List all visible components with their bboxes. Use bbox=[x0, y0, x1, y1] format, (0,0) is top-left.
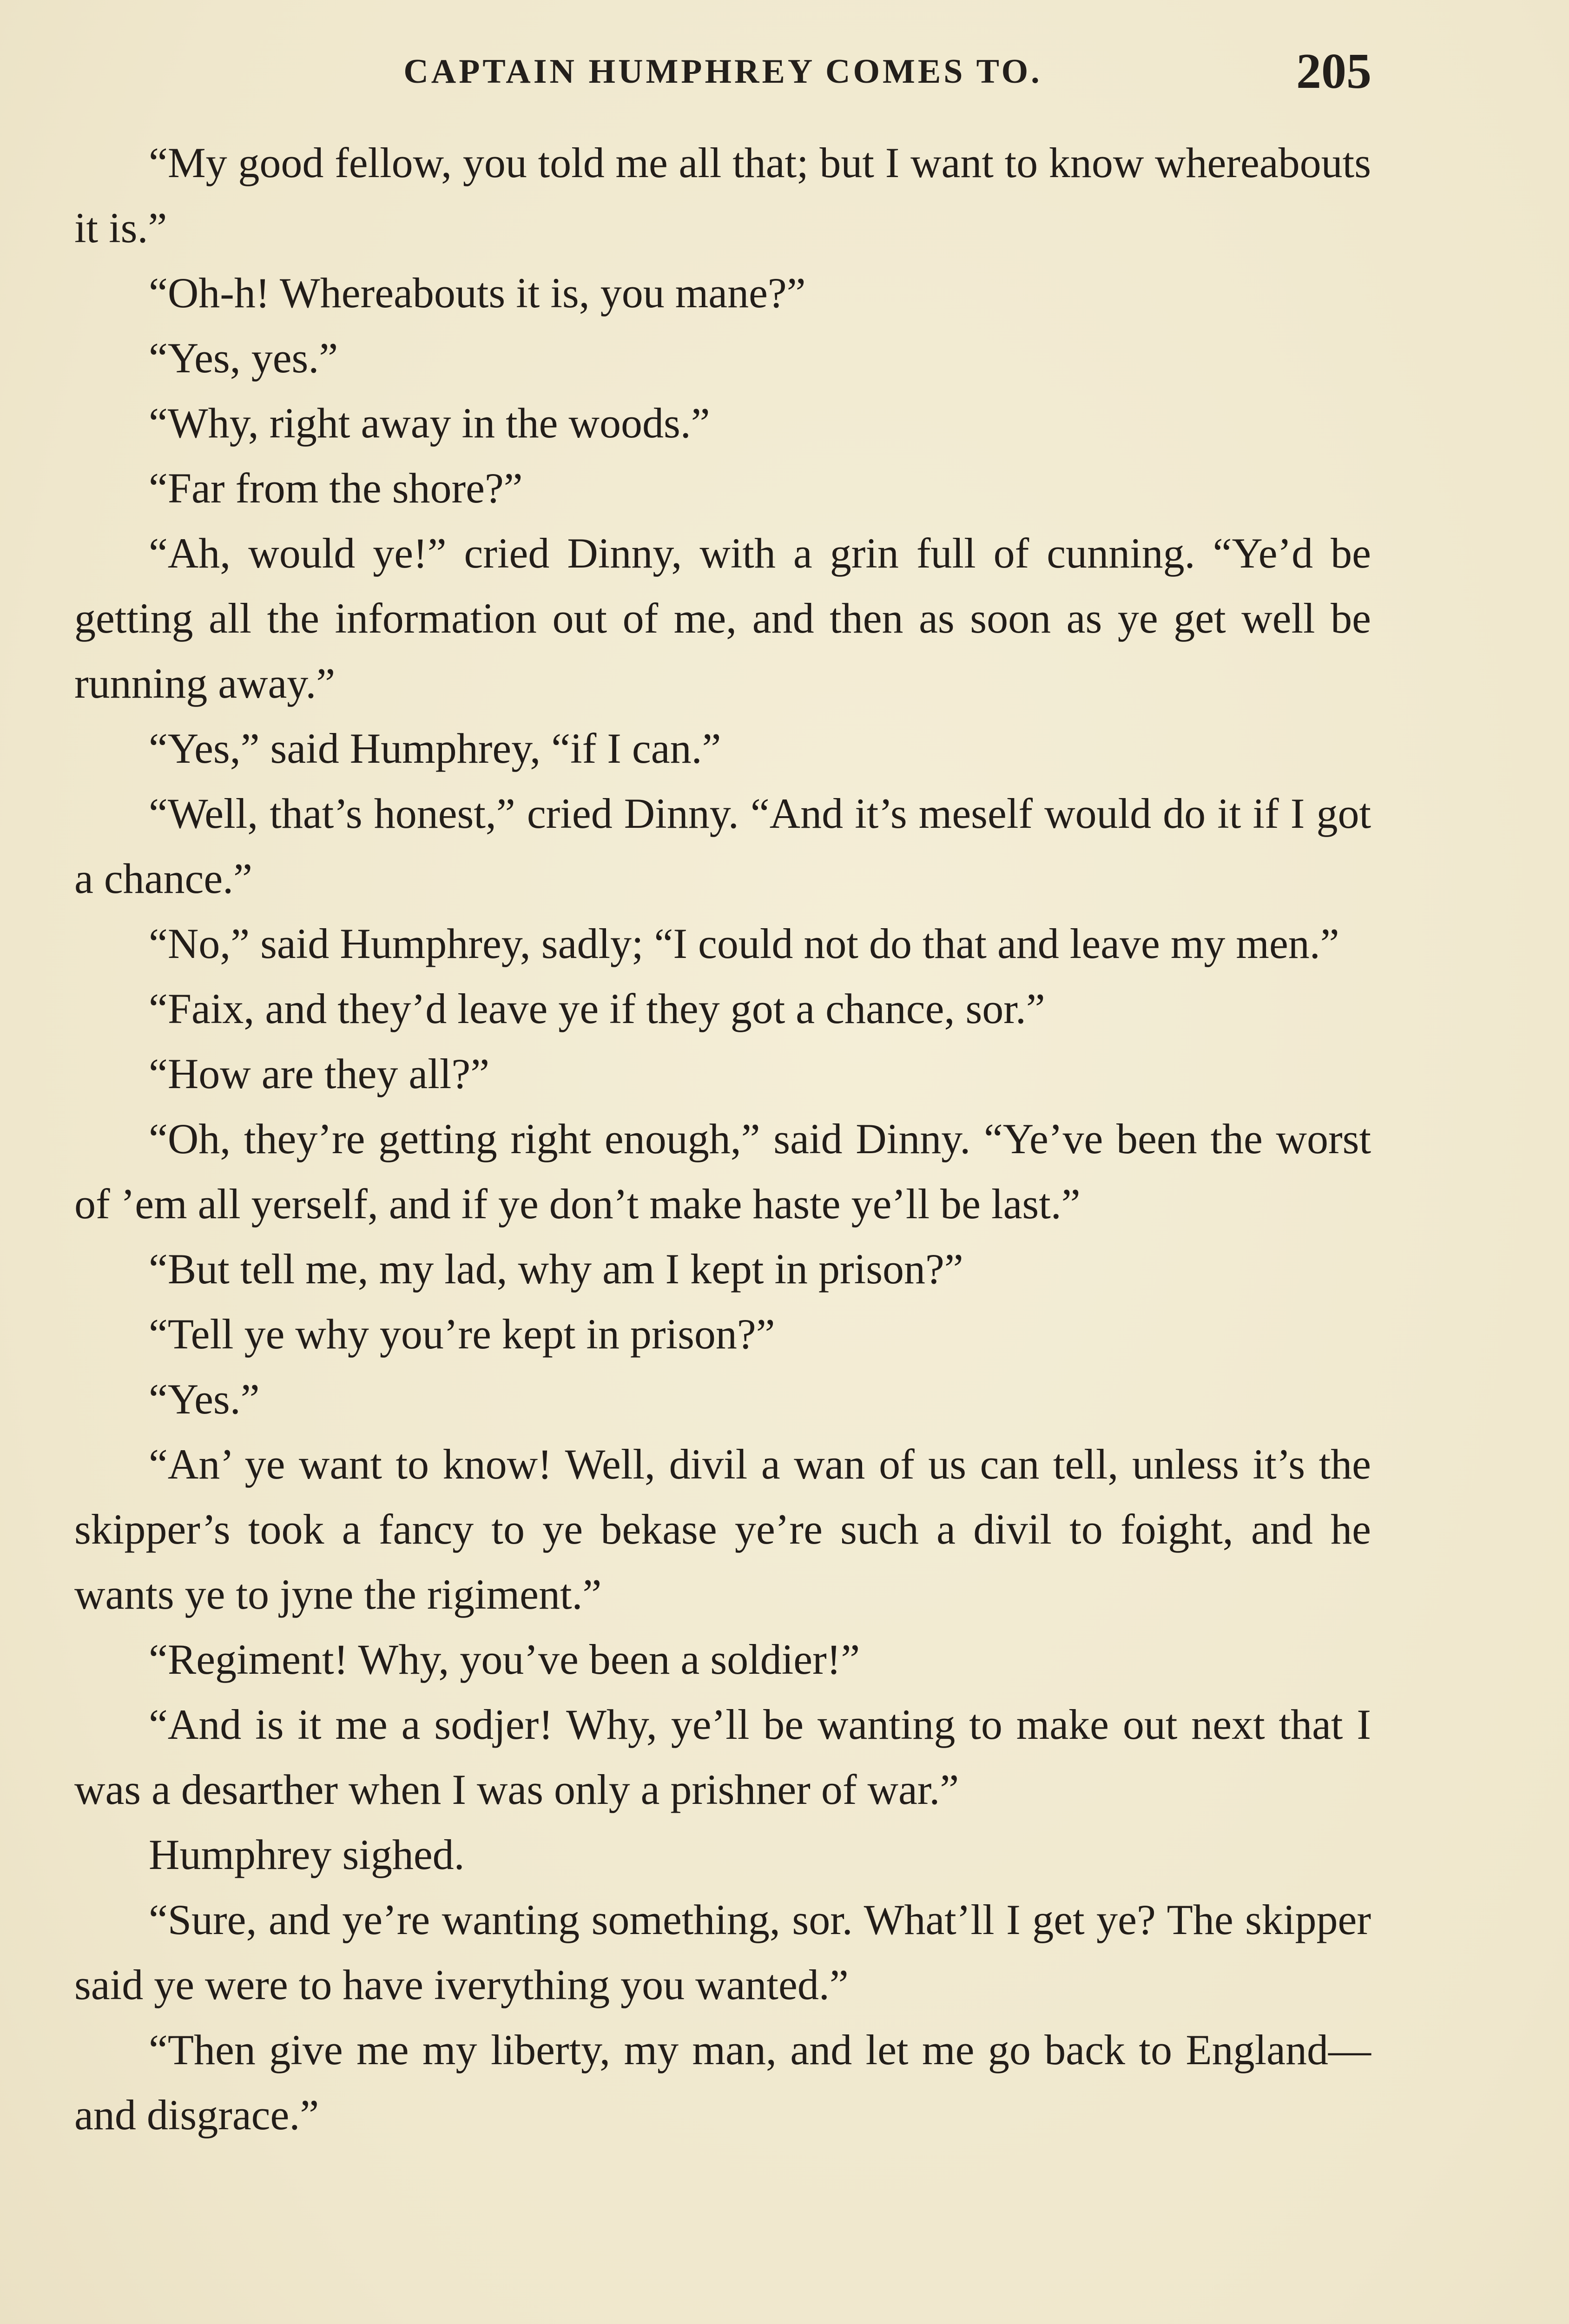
paragraph: “Yes,” said Humphrey, “if I can.” bbox=[149, 725, 721, 772]
paragraph: “Oh, they’re getting right enough,” said Dinny. “Ye’ve been the worst of ’em all yerself, and if ye don’t make haste ye’ll be last.” bbox=[74, 1115, 1371, 1228]
paragraph: “Well, that’s honest,” cried Dinny. “And it’s meself would do it if I got a chance.” bbox=[74, 790, 1371, 902]
paragraph: “But tell me, my lad, why am I kept in prison?” bbox=[149, 1245, 963, 1293]
paragraph: “Oh-h! Whereabouts it is, you mane?” bbox=[149, 269, 806, 317]
paragraph: “Yes, yes.” bbox=[149, 334, 338, 382]
paragraph: “Then give me my liberty, my man, and let me go back to England—and disgrace.” bbox=[74, 2026, 1371, 2139]
paragraph: “How are they all?” bbox=[149, 1050, 490, 1097]
paragraph: “Regiment! Why, you’ve been a soldier!” bbox=[149, 1636, 860, 1683]
running-head: CAPTAIN HUMPHREY COMES TO. bbox=[403, 53, 1042, 91]
paragraph: “Far from the shore?” bbox=[149, 464, 523, 512]
paragraph: “Ah, would ye!” cried Dinny, with a grin full of cunning. “Ye’d be getting all the information out of me, and then as soon as ye get well be running away.” bbox=[74, 529, 1371, 707]
paragraph: “Sure, and ye’re wanting something, sor. What’ll I get ye? The skipper said ye were to have iverything you wanted.” bbox=[74, 1896, 1371, 2008]
paragraph: “My good fellow, you told me all that; but I want to know whereabouts it is.” bbox=[74, 139, 1371, 251]
paragraph: “Faix, and they’d leave ye if they got a chance, sor.” bbox=[149, 985, 1045, 1032]
paragraph: “Why, right away in the woods.” bbox=[149, 399, 710, 447]
body-text bbox=[74, 130, 1371, 2147]
page-number: 205 bbox=[1296, 44, 1371, 99]
paragraph: “No,” said Humphrey, sadly; “I could not do that and leave my men.” bbox=[149, 920, 1339, 967]
page-header bbox=[74, 43, 1371, 99]
paragraph: “An’ ye want to know! Well, divil a wan of us can tell, unless it’s the skipper’s took a fancy to ye bekase ye’re such a divil to foight, and he wants ye to jyne the rigiment.” bbox=[74, 1440, 1371, 1618]
paragraph: “Tell ye why you’re kept in prison?” bbox=[149, 1310, 775, 1358]
paragraph: “And is it me a sodjer! Why, ye’ll be wanting to make out next that I was a desarther when I was only a prishner of war.” bbox=[74, 1701, 1371, 1813]
paragraph: “Yes.” bbox=[149, 1375, 260, 1423]
paragraph: Humphrey sighed. bbox=[149, 1831, 465, 1878]
